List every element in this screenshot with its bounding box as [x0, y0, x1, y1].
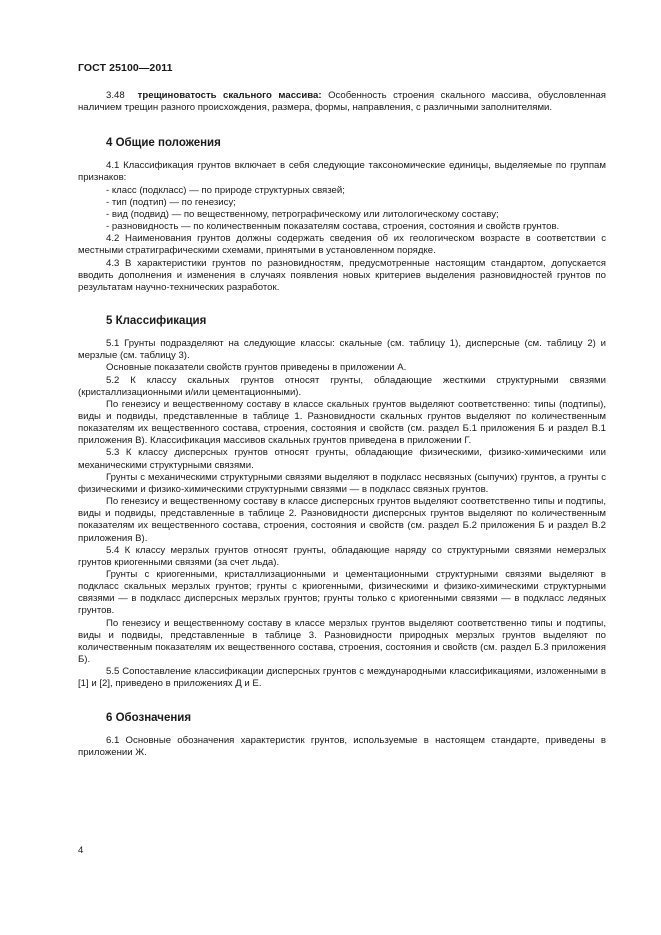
list-item: - класс (подкласс) — по природе структурных связей; [106, 184, 345, 196]
definition-text: Особенность строения скального массива, обусловленная наличием трещин разного происхождения, размера, формы, направления, с различными заполнителями. [78, 90, 606, 114]
paragraph-5-3: 5.3 К классу дисперсных грунтов относят грунты, обладающие физическими, физико-химическими или механическими структурными связями. [78, 447, 606, 471]
paragraph-5-5: 5.5 Сопоставление классификации дисперсных грунтов с международными классификациями, изложенными в [1] и [2], приведено в приложениях Д и Е. [78, 666, 606, 690]
paragraph-6-1: 6.1 Основные обозначения характеристик грунтов, используемые в настоящем стандарте, приведены в приложении Ж. [78, 734, 606, 758]
list-item: - тип (подтип) — по генезису; [106, 196, 236, 208]
definition-3-48 [78, 90, 606, 114]
paragraph-5-4-subclasses: Грунты с криогенными, кристаллизационными и цементационными структурными связями выделяют в подкласс скальных мерзлых грунтов; грунты с криогенными, физическими и физико-химическими структурными связями — в подкласс дисперсных мерзлых грунтов; грунты только с криогенными связями — в подкласс ледяных грунтов. [78, 569, 606, 617]
list-item: - разновидность — по количественным показателям состава, строения, состояния и свойств грунтов. [106, 221, 560, 233]
paragraph-4-3: 4.3 В характеристики грунтов по разновидностям, предусмотренные настоящим стандартом, допускается вводить дополнения и изменения в случаях появления новых критериев выделения разновидностей грунтов по результатам научно-технических разработок. [78, 257, 606, 293]
paragraph-4-2: 4.2 Наименования грунтов должны содержать сведения об их геологическом возрасте в соответствии с местными стратиграфическими схемами, принятыми в установленном порядке. [78, 233, 606, 257]
paragraph-5-1-note: Основные показатели свойств грунтов приведены в приложении А. [106, 362, 407, 374]
definition-term: трещиноватость скального массива: [137, 90, 322, 101]
paragraph-5-4: 5.4 К классу мерзлых грунтов относят грунты, обладающие наряду со структурными связями немерзлых грунтов криогенными связями (за счет льда). [78, 544, 606, 568]
paragraph-4-1: 4.1 Классификация грунтов включает в себя следующие таксономические единицы, выделяемые по группам признаков: [78, 160, 606, 184]
section-5-heading: 5 Классификация [106, 315, 207, 328]
definition-number: 3.48 [106, 90, 125, 101]
page-number: 4 [78, 845, 84, 856]
list-item: - вид (подвид) — по вещественному, петрографическому или литологическому составу; [106, 208, 499, 220]
document-body [78, 90, 606, 759]
section-6-heading: 6 Обозначения [106, 711, 192, 724]
paragraph-5-3-subclasses: Грунты с механическими структурными связями выделяют в подкласс несвязных (сыпучих) грунтов, а грунты с физическими и физико-химическими структурными связями — в подкласс связных грунтов. [78, 471, 606, 495]
section-4-heading: 4 Общие положения [106, 137, 221, 150]
paragraph-5-2-genesis: По генезису и вещественному составу в классе скальных грунтов выделяют соответственно: типы (подтипы), виды и подвиды, представленные в таблице 1. Разновидности скальных грунтов выделяют по количественным показателям их вещественного состава, строения, состояния и свойств (см. раздел Б.1 приложения Б и раздел В.1 приложения В). Классификация массивов скальных грунтов приведена в приложении Г. [78, 398, 606, 447]
document-header: ГОСТ 25100—2011 [78, 62, 173, 74]
paragraph-5-3-genesis: По генезису и вещественному составу в классе дисперсных грунтов выделяют соответственно типы и подтипы, виды и подвиды, представленные в таблице 2. Разновидности дисперсных грунтов выделяют по количественным показателям их вещественного состава, строения, состояния и свойств (см. раздел Б.2 приложения Б и раздел В.2 приложения В). [78, 496, 606, 544]
paragraph-5-2: 5.2 К классу скальных грунтов относят грунты, обладающие жесткими структурными связями (кристаллизационными и/или цементационными). [78, 374, 606, 398]
paragraph-5-1: 5.1 Грунты подразделяют на следующие классы: скальные (см. таблицу 1), дисперсные (см. таблицу 2) и мерзлые (см. таблицу 3). [78, 338, 606, 362]
paragraph-5-4-genesis: По генезису и вещественному составу в классе мерзлых грунтов выделяют соответственно типы и подтипы, виды и подвиды, представленные в таблице 3. Разновидности природных мерзлых грунтов выделяют по количественным показателям их вещественного состава, строения, состояния и свойств (см. раздел Б.3 приложения Б). [78, 617, 606, 666]
